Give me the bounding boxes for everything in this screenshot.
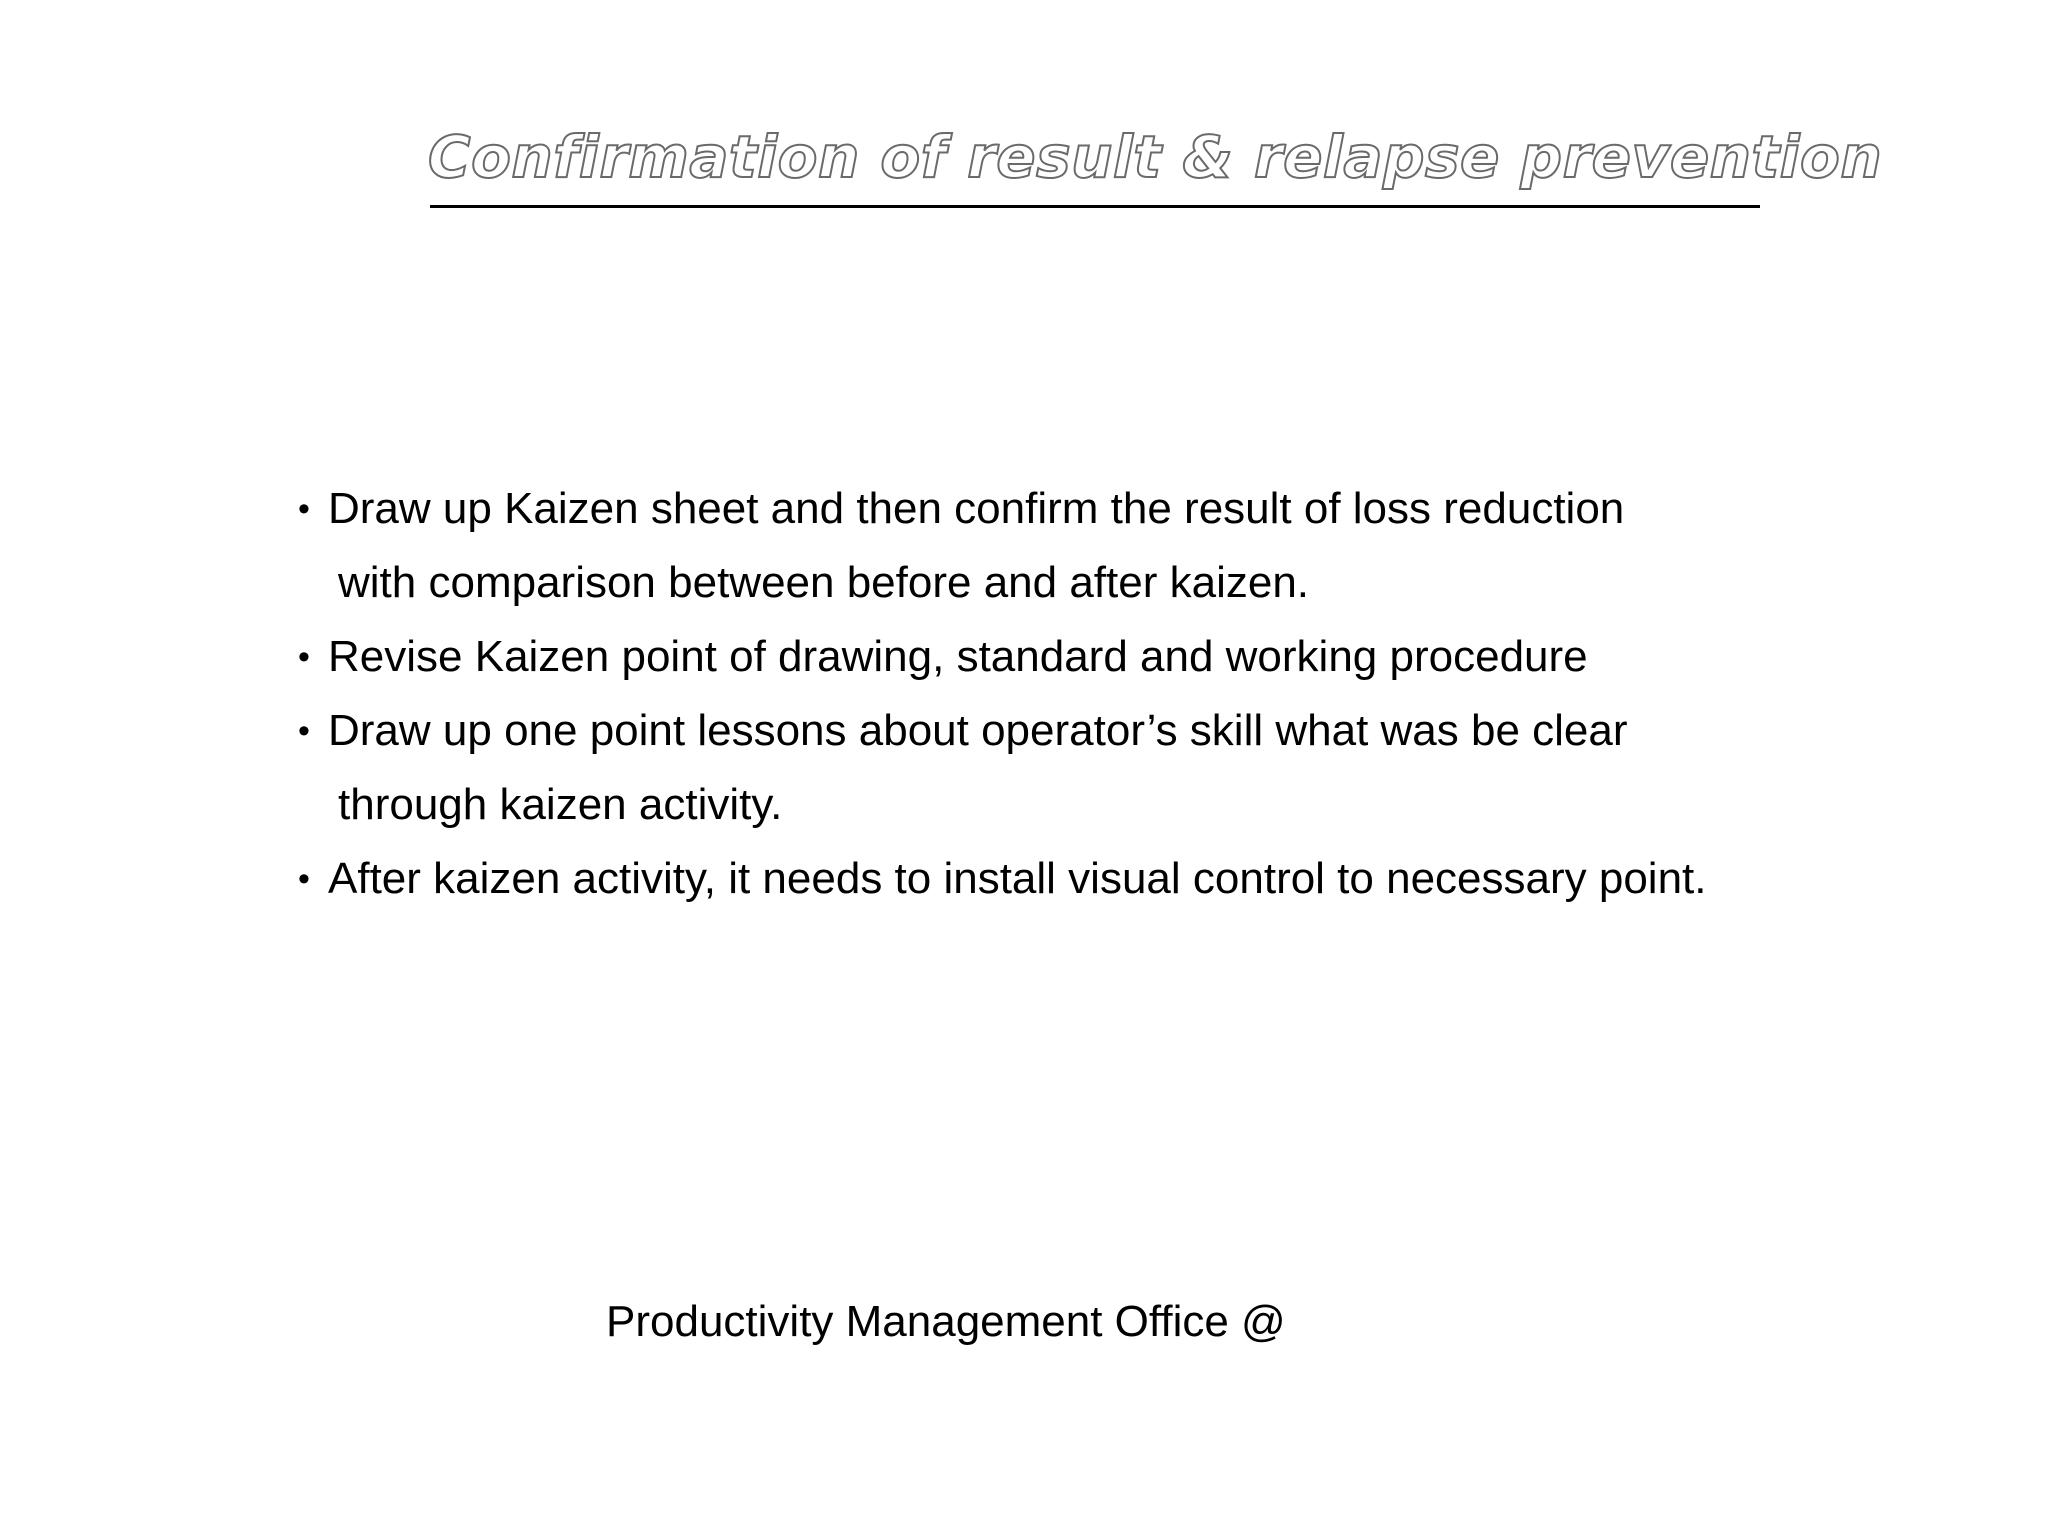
footer-text: Productivity Management Office @ [606,1297,1286,1346]
title-underline [430,205,1760,208]
bullet-icon: • [298,638,310,676]
bullet-text-continued: with comparison between before and after kaizen. [338,558,1310,607]
bullet-item [296,620,1936,694]
bullet-icon: • [298,860,310,898]
bullet-text: Revise Kaizen point of drawing, standard and working procedure [328,632,1588,681]
slide-title: Confirmation of result & relapse prevention [428,123,1883,191]
bullet-list [296,472,1936,916]
bullet-text: After kaizen activity, it needs to install visual control to necessary point. [328,854,1707,903]
bullet-icon: • [298,490,310,528]
bullet-icon: • [298,712,310,750]
bullet-text: Draw up one point lessons about operator’s skill what was be clear [328,706,1628,755]
bullet-item [296,694,1936,842]
bullet-item [296,842,1936,916]
bullet-text-continued: through kaizen activity. [338,780,783,829]
bullet-item [296,472,1936,620]
bullet-text: Draw up Kaizen sheet and then confirm the result of loss reduction [328,484,1625,533]
